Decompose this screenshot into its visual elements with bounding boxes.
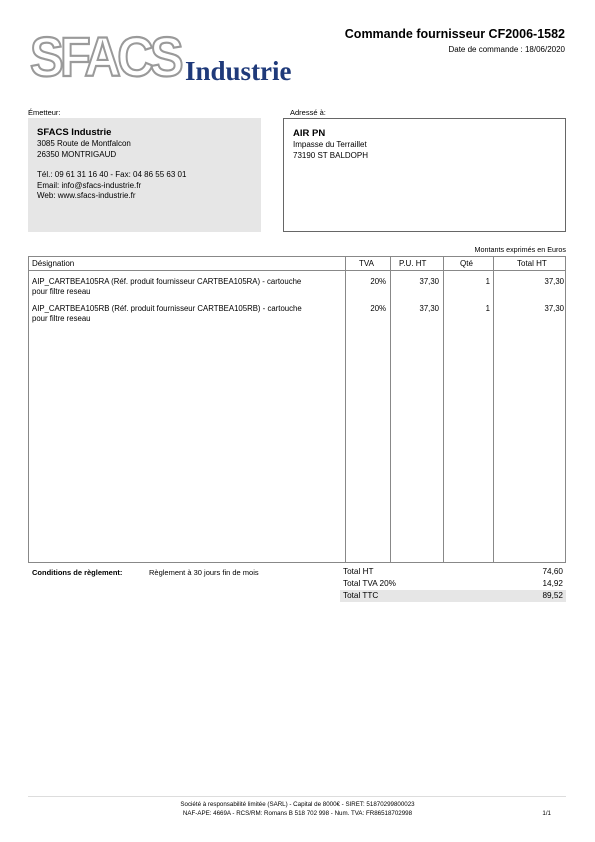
total-ttc-label: Total TTC [343,591,379,600]
total-ht-row [340,566,566,578]
total-ttc-row [340,590,566,602]
total-tva-label: Total TVA 20% [343,579,396,588]
sender-address-line2: 26350 MONTRIGAUD [37,149,117,159]
items-table [28,256,566,563]
document-title: Commande fournisseur CF2006-1582 [344,27,565,41]
row-quantity: 1 [485,277,490,286]
row-tva: 20% [370,304,386,313]
column-header-tva: TVA [359,259,374,268]
page-number: 1/1 [542,810,551,817]
footer-divider [28,796,566,797]
row-unit-price: 37,30 [419,304,439,313]
recipient-name: AIR PN [293,128,326,139]
order-date: Date de commande : 18/06/2020 [448,45,565,54]
column-divider [493,257,494,562]
column-header-designation: Désignation [32,259,75,268]
logo-brand-text: SFACS [30,25,183,88]
company-logo [28,24,318,90]
total-ht-value: 74,60 [542,567,563,576]
designation-line: AIP_CARTBEA105RA (Réf. produit fournisseur CARTBEA105RA) - cartouche [32,277,302,286]
sender-label: Émetteur: [28,108,61,117]
header-divider [29,270,565,271]
column-divider [390,257,391,562]
row-designation [32,304,344,324]
totals-block [340,566,566,602]
total-ht-label: Total HT [343,567,374,576]
recipient-label: Adressé à: [290,108,326,117]
footer-legal-line2: NAF-APE: 4669A - RCS/RM: Romans B 518 702 998 - Num. TVA: FR86518702998 [182,810,413,817]
sender-website: Web: www.sfacs-industrie.fr [37,191,136,201]
designation-line: pour filtre reseau [32,314,91,323]
column-header-unit-price: P.U. HT [399,259,427,268]
column-header-quantity: Qté [460,259,473,268]
total-tva-value: 14,92 [542,579,563,588]
sender-name: SFACS Industrie [37,127,112,138]
row-tva: 20% [370,277,386,286]
row-designation [32,277,344,297]
logo-suffix-text: Industrie [185,56,292,86]
row-total: 37,30 [544,277,564,286]
currency-note: Montants exprimés en Euros [474,245,566,254]
sender-box [28,118,261,232]
payment-conditions-value: Règlement à 30 jours fin de mois [149,568,259,577]
row-unit-price: 37,30 [419,277,439,286]
footer-legal-line1: Société à responsabilité limitée (SARL) - Capital de 8000€ - SIRET: 51870299800023 [180,801,415,808]
sender-phone: Tél.: 09 61 31 16 40 - Fax: 04 86 55 63 01 [37,170,187,180]
designation-line: AIP_CARTBEA105RB (Réf. produit fournisseur CARTBEA105RB) - cartouche [32,304,302,313]
payment-conditions-label: Conditions de règlement: [32,568,123,577]
column-divider [443,257,444,562]
column-header-total: Total HT [517,259,547,268]
sender-email: Email: info@sfacs-industrie.fr [37,180,142,190]
total-tva-row [340,578,566,590]
recipient-box [283,118,566,232]
row-total: 37,30 [544,304,564,313]
recipient-address-line2: 73190 ST BALDOPH [293,150,369,160]
column-divider [345,257,346,562]
total-ttc-value: 89,52 [542,591,563,600]
sender-address-line1: 3085 Route de Montfalcon [37,139,131,148]
row-quantity: 1 [485,304,490,313]
designation-line: pour filtre reseau [32,287,91,296]
recipient-address-line1: Impasse du Terraillet [293,140,367,149]
